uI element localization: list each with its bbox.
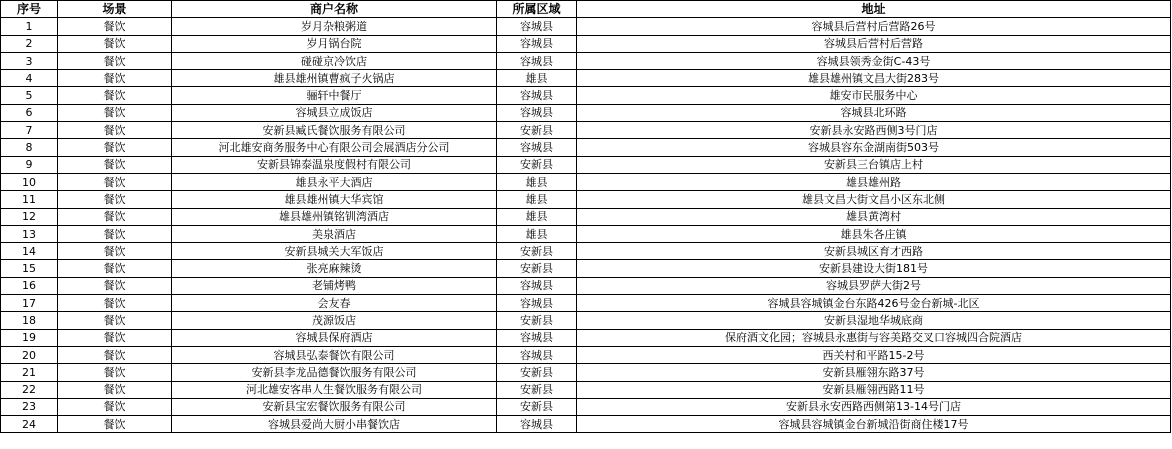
cell-scene: 餐饮	[58, 295, 172, 312]
cell-merchant-name: 美泉酒店	[172, 225, 497, 242]
table-row	[1, 225, 1171, 242]
cell-address: 保府酒文化园；容城县永惠街与容美路交叉口容城四合院酒店	[577, 329, 1171, 346]
cell-scene: 餐饮	[58, 122, 172, 139]
cell-region: 安新县	[497, 312, 577, 329]
cell-address: 雄县雄州路	[577, 173, 1171, 190]
cell-merchant-name: 雄县雄州镇大华宾馆	[172, 191, 497, 208]
cell-merchant-name: 雄县雄州镇铭钏湾酒店	[172, 208, 497, 225]
cell-region: 容城县	[497, 416, 577, 433]
cell-merchant-name: 容城县弘泰餐饮有限公司	[172, 346, 497, 363]
cell-index: 4	[1, 70, 58, 87]
cell-region: 容城县	[497, 346, 577, 363]
table-row	[1, 18, 1171, 35]
cell-address: 安新县雁翎西路11号	[577, 381, 1171, 398]
cell-scene: 餐饮	[58, 364, 172, 381]
cell-region: 容城县	[497, 52, 577, 69]
table-row	[1, 208, 1171, 225]
cell-region: 容城县	[497, 277, 577, 294]
cell-scene: 餐饮	[58, 104, 172, 121]
cell-index: 13	[1, 225, 58, 242]
cell-merchant-name: 张亮麻辣烫	[172, 260, 497, 277]
cell-index: 21	[1, 364, 58, 381]
table-row	[1, 156, 1171, 173]
cell-index: 7	[1, 122, 58, 139]
cell-address: 雄县黄湾村	[577, 208, 1171, 225]
cell-index: 17	[1, 295, 58, 312]
cell-address: 容城县罗萨大街2号	[577, 277, 1171, 294]
cell-merchant-name: 容城县立成饭店	[172, 104, 497, 121]
table-row	[1, 35, 1171, 52]
cell-address: 安新县建设大街181号	[577, 260, 1171, 277]
cell-index: 2	[1, 35, 58, 52]
cell-scene: 餐饮	[58, 398, 172, 415]
cell-merchant-name: 茂源饭店	[172, 312, 497, 329]
cell-scene: 餐饮	[58, 191, 172, 208]
cell-index: 15	[1, 260, 58, 277]
table-row	[1, 243, 1171, 260]
cell-scene: 餐饮	[58, 312, 172, 329]
table-row	[1, 346, 1171, 363]
cell-merchant-name: 雄县永平大酒店	[172, 173, 497, 190]
cell-scene: 餐饮	[58, 277, 172, 294]
cell-index: 9	[1, 156, 58, 173]
table-row	[1, 260, 1171, 277]
cell-region: 容城县	[497, 35, 577, 52]
cell-index: 5	[1, 87, 58, 104]
cell-scene: 餐饮	[58, 18, 172, 35]
cell-index: 6	[1, 104, 58, 121]
cell-index: 12	[1, 208, 58, 225]
cell-merchant-name: 安新县宝宏餐饮服务有限公司	[172, 398, 497, 415]
cell-region: 安新县	[497, 381, 577, 398]
cell-index: 1	[1, 18, 58, 35]
table-body	[1, 18, 1171, 433]
cell-scene: 餐饮	[58, 243, 172, 260]
cell-region: 容城县	[497, 18, 577, 35]
table-row	[1, 364, 1171, 381]
table-row	[1, 87, 1171, 104]
cell-index: 22	[1, 381, 58, 398]
header-cell-region: 所属区域	[497, 1, 577, 18]
cell-region: 雄县	[497, 208, 577, 225]
cell-merchant-name: 容城县保府酒店	[172, 329, 497, 346]
cell-address: 雄县文昌大街文昌小区东北侧	[577, 191, 1171, 208]
header-cell-address: 地址	[577, 1, 1171, 18]
cell-scene: 餐饮	[58, 329, 172, 346]
table-row	[1, 52, 1171, 69]
table-row	[1, 295, 1171, 312]
cell-address: 容城县容东金湖南街503号	[577, 139, 1171, 156]
table-row	[1, 398, 1171, 415]
cell-scene: 餐饮	[58, 35, 172, 52]
cell-index: 18	[1, 312, 58, 329]
cell-merchant-name: 岁月锅台院	[172, 35, 497, 52]
cell-address: 容城县容城镇金台东路426号金台新城-北区	[577, 295, 1171, 312]
cell-region: 雄县	[497, 173, 577, 190]
cell-region: 安新县	[497, 398, 577, 415]
table-header	[1, 1, 1171, 18]
table-row	[1, 312, 1171, 329]
header-cell-merchant-name: 商户名称	[172, 1, 497, 18]
table-row	[1, 191, 1171, 208]
cell-region: 安新县	[497, 156, 577, 173]
cell-address: 安新县雁翎东路37号	[577, 364, 1171, 381]
cell-address: 雄安市民服务中心	[577, 87, 1171, 104]
table-row	[1, 122, 1171, 139]
cell-region: 容城县	[497, 104, 577, 121]
cell-index: 8	[1, 139, 58, 156]
cell-region: 容城县	[497, 295, 577, 312]
cell-scene: 餐饮	[58, 173, 172, 190]
cell-region: 容城县	[497, 139, 577, 156]
cell-merchant-name: 河北雄安商务服务中心有限公司会展酒店分公司	[172, 139, 497, 156]
table-row	[1, 277, 1171, 294]
cell-address: 安新县湿地华城底商	[577, 312, 1171, 329]
cell-merchant-name: 河北雄安客串人生餐饮服务有限公司	[172, 381, 497, 398]
cell-merchant-name: 容城县爱尚大厨小串餐饮店	[172, 416, 497, 433]
table-row	[1, 329, 1171, 346]
cell-address: 西关村和平路15-2号	[577, 346, 1171, 363]
cell-address: 容城县后营村后营路26号	[577, 18, 1171, 35]
cell-address: 容城县后营村后营路	[577, 35, 1171, 52]
cell-merchant-name: 岁月杂粮粥道	[172, 18, 497, 35]
cell-index: 16	[1, 277, 58, 294]
cell-merchant-name: 雄县雄州镇曹疯子火锅店	[172, 70, 497, 87]
cell-scene: 餐饮	[58, 416, 172, 433]
cell-merchant-name: 骊轩中餐厅	[172, 87, 497, 104]
header-row	[1, 1, 1171, 18]
cell-region: 安新县	[497, 243, 577, 260]
cell-merchant-name: 老铺烤鸭	[172, 277, 497, 294]
cell-region: 雄县	[497, 225, 577, 242]
cell-region: 雄县	[497, 70, 577, 87]
cell-scene: 餐饮	[58, 381, 172, 398]
cell-index: 24	[1, 416, 58, 433]
cell-scene: 餐饮	[58, 70, 172, 87]
cell-scene: 餐饮	[58, 87, 172, 104]
cell-scene: 餐饮	[58, 139, 172, 156]
cell-scene: 餐饮	[58, 225, 172, 242]
cell-index: 14	[1, 243, 58, 260]
cell-address: 安新县永安西路西侧第13-14号门店	[577, 398, 1171, 415]
cell-address: 安新县永安路西侧3号门店	[577, 122, 1171, 139]
cell-index: 23	[1, 398, 58, 415]
cell-index: 3	[1, 52, 58, 69]
cell-address: 容城县领秀金街C-43号	[577, 52, 1171, 69]
cell-region: 容城县	[497, 329, 577, 346]
cell-merchant-name: 安新县锦泰温泉度假村有限公司	[172, 156, 497, 173]
cell-address: 安新县城区育才西路	[577, 243, 1171, 260]
cell-address: 容城县容城镇金台新城沿街商住楼17号	[577, 416, 1171, 433]
cell-region: 容城县	[497, 87, 577, 104]
cell-merchant-name: 安新县臧氏餐饮服务有限公司	[172, 122, 497, 139]
cell-scene: 餐饮	[58, 208, 172, 225]
table-row	[1, 70, 1171, 87]
cell-address: 安新县三台镇店上村	[577, 156, 1171, 173]
cell-index: 19	[1, 329, 58, 346]
cell-index: 10	[1, 173, 58, 190]
cell-region: 安新县	[497, 364, 577, 381]
cell-merchant-name: 碰碰京冷饮店	[172, 52, 497, 69]
header-cell-index: 序号	[1, 1, 58, 18]
cell-scene: 餐饮	[58, 52, 172, 69]
cell-address: 雄县雄州镇文昌大街283号	[577, 70, 1171, 87]
cell-merchant-name: 安新县城关大军饭店	[172, 243, 497, 260]
cell-address: 雄县朱各庄镇	[577, 225, 1171, 242]
cell-region: 雄县	[497, 191, 577, 208]
cell-scene: 餐饮	[58, 346, 172, 363]
cell-scene: 餐饮	[58, 156, 172, 173]
table-row	[1, 139, 1171, 156]
cell-scene: 餐饮	[58, 260, 172, 277]
cell-address: 容城县北环路	[577, 104, 1171, 121]
table-row	[1, 416, 1171, 433]
cell-index: 11	[1, 191, 58, 208]
cell-region: 安新县	[497, 122, 577, 139]
cell-merchant-name: 会友春	[172, 295, 497, 312]
header-cell-scene: 场景	[58, 1, 172, 18]
table-row	[1, 381, 1171, 398]
cell-merchant-name: 安新县李龙品德餐饮服务有限公司	[172, 364, 497, 381]
table-row	[1, 104, 1171, 121]
cell-index: 20	[1, 346, 58, 363]
cell-region: 安新县	[497, 260, 577, 277]
table-row	[1, 173, 1171, 190]
